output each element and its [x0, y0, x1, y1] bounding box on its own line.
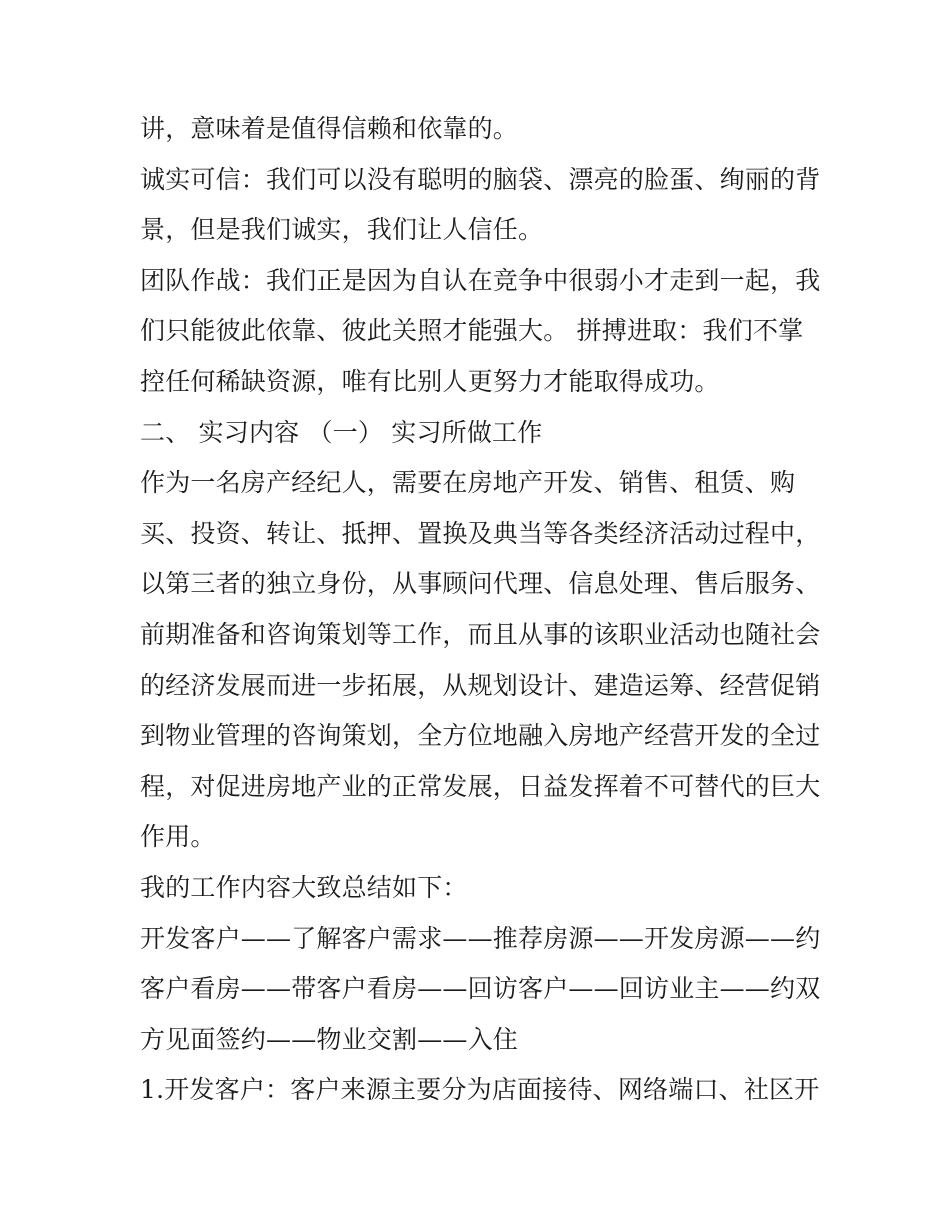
- text-line: 团队作战：我们正是因为自认在竞争中很弱小才走到一起，我: [140, 265, 821, 295]
- text-line: 的经济发展而进一步拓展，从规划设计、建造运筹、经营促销: [140, 670, 821, 700]
- body-text: [140, 104, 820, 1116]
- text-line: 买、投资、转让、抵押、置换及典当等各类经济活动过程中，: [140, 518, 821, 548]
- text-line: 以第三者的独立身份，从事顾问代理、信息处理、售后服务、: [140, 569, 821, 599]
- text-line: 到物业管理的咨询策划，全方位地融入房地产经营开发的全过: [140, 721, 821, 751]
- text-line: 作为一名房产经纪人，需要在房地产开发、销售、租赁、购: [140, 468, 796, 498]
- text-line: 控任何稀缺资源，唯有比别人更努力才能取得成功。: [140, 366, 720, 396]
- text-line: 们只能彼此依靠、彼此关照才能强大。 拼搏进取：我们不掌: [140, 316, 804, 346]
- text-line: 诚实可信：我们可以没有聪明的脑袋、漂亮的脸蛋、绚丽的背: [140, 164, 821, 194]
- text-line: 前期准备和咨询策划等工作，而且从事的该职业活动也随社会: [140, 619, 821, 649]
- text-line: 我的工作内容大致总结如下：: [140, 872, 468, 902]
- text-line: 作用。: [140, 822, 216, 852]
- section-heading: 二、 实习内容 （一） 实习所做工作: [140, 417, 543, 447]
- text-line: 客户看房——带客户看房——回访客户——回访业主——约双: [140, 974, 821, 1004]
- text-line: 开发客户——了解客户需求——推荐房源——开发房源——约: [140, 923, 821, 953]
- text-line: 讲，意味着是值得信赖和依靠的。: [140, 114, 519, 143]
- text-line: 景，但是我们诚实，我们让人信任。: [140, 215, 544, 245]
- text-line: 1.开发客户：客户来源主要分为店面接待、网络端口、社区开: [140, 1075, 820, 1105]
- text-line: 程，对促进房地产业的正常发展，日益发挥着不可替代的巨大: [140, 771, 821, 801]
- text-line: 方见面签约——物业交割——入住: [140, 1024, 519, 1054]
